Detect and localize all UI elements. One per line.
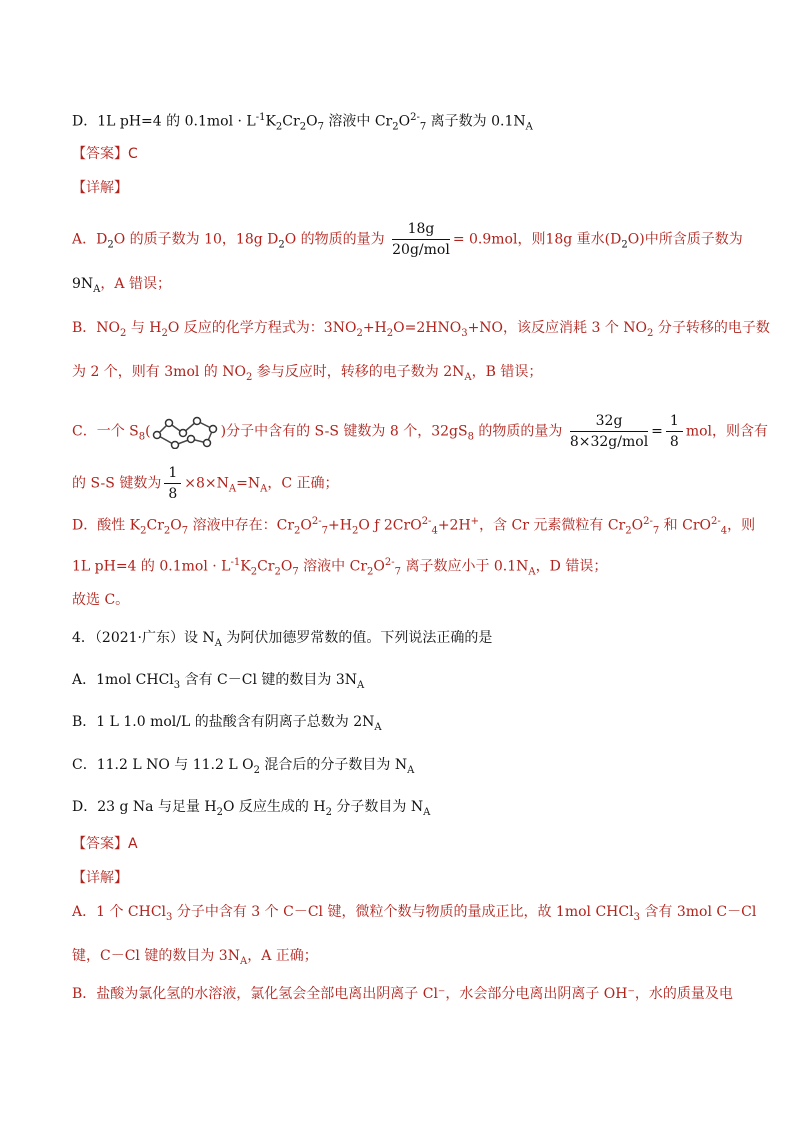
answer-line-2: 【答案】A	[72, 836, 138, 852]
fraction-one-eighth-a: $\frac{1}{8}$	[666, 412, 683, 451]
explanation-b-line-1: B．$NO_2$ 与 $H_2O$ 反应的化学方程式为：$3NO_2+H_2O=2HNO_3+NO$，该反应消耗 3 个 $NO_2$ 分子转移的电子数	[72, 320, 770, 339]
explanation-b-line-2: 为 2 个，则有 3mol 的 $NO_2$ 参与反应时，转移的电子数为 $2N_A$，B 错误；	[72, 364, 543, 383]
q4-option-d: D．23 g Na 与足量 $H_2O$ 反应生成的 $H_2$ 分子数目为 $N_A$	[72, 799, 431, 818]
fraction-18g-over-20g: $\frac{18g}{\text{20g/mol}}$	[392, 221, 450, 258]
explanation-c-line-1: C．一个 $S_8$( )分子中含有的 S-S 键数为 8 个，$32gS_8$ 的物质的量为 $\frac{32g}{\text{8×32g/mol}}$ = $\frac{1}{8}$ mol，则含有	[72, 413, 769, 450]
q4-option-b: B．1 L 1.0 mol/L 的盐酸含有阴离子总数为 $2N_A$	[72, 714, 382, 733]
explanation-4a-line-1: A．1 个 CHCl$_3$ 分子中含有 3 个 C－Cl 键，微粒个数与物质的量成正比，故 1mol CHCl$_3$ 含有 3mol C－Cl	[72, 904, 757, 923]
explanation-4a-line-2: 键，C－Cl 键的数目为 $3N_A$，A 正确；	[72, 948, 318, 967]
q3-option-d: D．1L pH=4 的 $0.1mol \cdot L^{-1}K_2Cr_2O_7$ 溶液中 $Cr_2O^{2-}_7$ 离子数为 $0.1N_A$	[72, 112, 533, 133]
q4-stem: 4．（2021·广东）设 $N_A$ 为阿伏加德罗常数的值。下列说法正确的是	[72, 630, 493, 649]
explanation-a-line-1: A．$D_2O$ 的质子数为 10，18g $D_2O$ 的物质的量为 $\frac{18g}{\text{20g/mol}}$ = 0.9mol，则18g 重水$(D_2O)$中所含质子数为	[72, 221, 743, 258]
q4-option-a: A．1mol CHCl$_3$ 含有 C－Cl 键的数目为 $3N_A$	[72, 672, 365, 691]
s8-ring-molecule-icon	[151, 415, 221, 449]
fraction-32g: $\frac{32g}{\text{8×32g/mol}}$	[569, 413, 649, 450]
conclusion-1: 故选 C。	[72, 592, 130, 608]
explanation-a-line-2: $9N_A$，A 错误；	[72, 276, 171, 295]
explanation-d-line-1: D．酸性 $K_2Cr_2O_7$ 溶液中存在：$Cr_2O^{2-}_7+H_2O$ ƒ 2CrO$^{2-}_4$+2H+，含 Cr 元素微粒有 $Cr_2O^{2-}_7$ 和 CrO$^{2-}_4$，则	[72, 516, 756, 537]
fraction-one-eighth-b: $\frac{1}{8}$	[164, 464, 181, 503]
detail-heading-1: 【详解】	[72, 180, 128, 196]
explanation-d-line-2: 1L pH=4 的 $0.1mol \cdot L^{-1}K_2Cr_2O_7$ 溶液中 $Cr_2O^{2-}_7$ 离子数应小于 $0.1N_A$，D 错误；	[72, 557, 608, 578]
answer-line-1: 【答案】C	[72, 146, 138, 162]
explanation-c-line-2: 的 S-S 键数为 $\frac{1}{8}$ $\times 8\times N_A=N_A$，C 正确；	[72, 465, 339, 502]
detail-heading-2: 【详解】	[72, 870, 128, 886]
explanation-4b-line-1: B．盐酸为氯化氢的水溶液，氯化氢会全部电离出阴离子 Cl⁻，水会部分电离出阴离子 OH⁻，水的质量及电	[72, 986, 733, 1002]
q4-option-c: C．11.2 L NO 与 11.2 L $O_2$ 混合后的分子数目为 $N_A$	[72, 757, 415, 776]
